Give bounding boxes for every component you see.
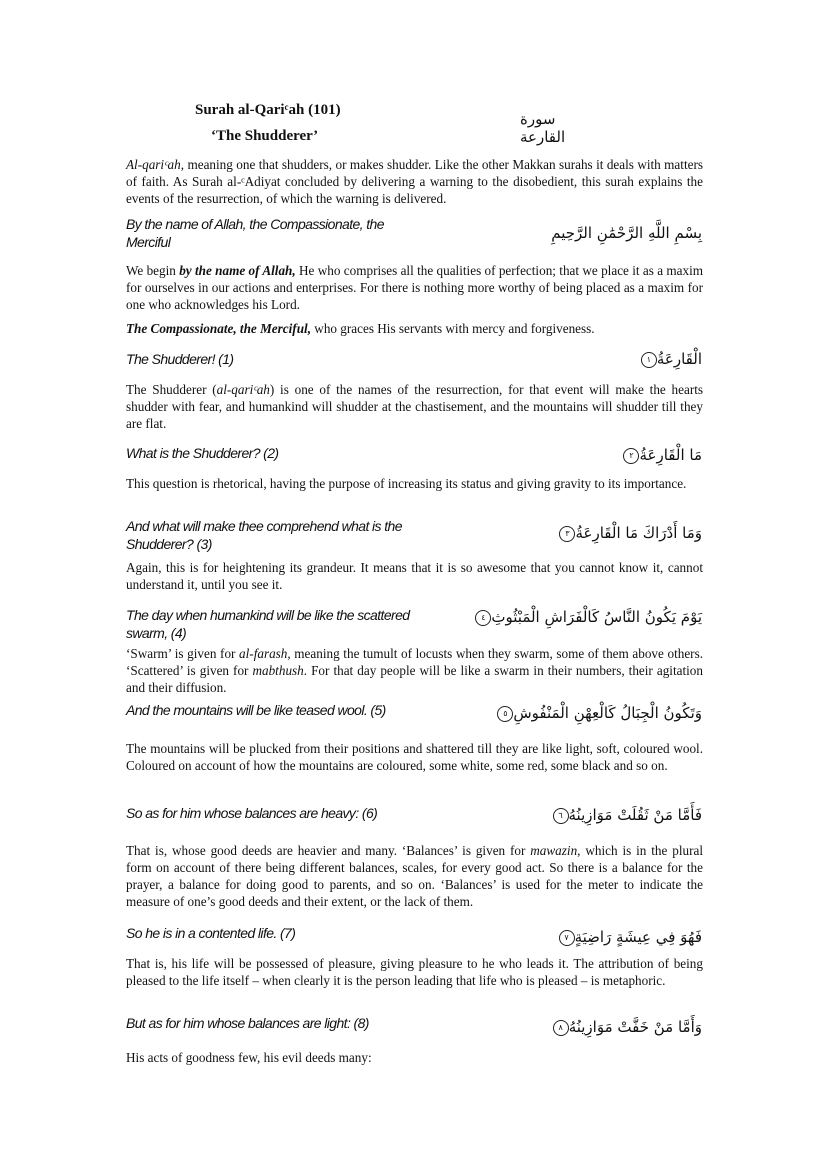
verse-7-arabic: [556, 928, 702, 946]
verse-2-arabic-text: مَا الْقَارِعَةُ: [639, 446, 702, 464]
verse-6-arabic-text: فَأَمَّا مَنْ ثَقُلَتْ مَوَازِينُهُ: [568, 806, 702, 824]
verse-6-p-c: , which is in the plural form on account of there being different balances, scales, for every good act. So there is a balance for the prayer, a balance for doing good to parents, and so on. ‘Balances’ is used for the meter to indicate the measure of one’s good deeds and their extent, or the lack of them.: [126, 843, 703, 909]
basmala-paragraph-1: [126, 262, 703, 313]
verse-4-paragraph: [126, 645, 703, 696]
verse-5-arabic-text: وَتَكُونُ الْجِبَالُ كَالْعِهْنِ الْمَنْفُوشِ: [513, 704, 702, 722]
verse-4-arabic: [472, 608, 702, 626]
verse-number-marker: ٥: [497, 706, 513, 722]
verse-1-p-c: ) is one of the names of the resurrection, for that event will make the hearts shudder with fear, and humankind will shudder at the chastisement, and the mountains will shudder till they are flat.: [126, 382, 704, 431]
verse-5-paragraph: The mountains will be plucked from their positions and shattered till they are like light, soft, coloured wool. Coloured on account of how the mountains are coloured, some white, some red, some black and so on.: [126, 741, 703, 773]
basmala-heading: By the name of Allah, the Compassionate, the Merciful: [126, 216, 384, 250]
verse-2-heading: What is the Shudderer? (2): [126, 445, 279, 461]
verse-number-marker: ٨: [553, 1020, 569, 1036]
surah-title: Surah al-Qariᶜah (101): [195, 102, 341, 118]
verse-2-arabic: [620, 446, 702, 464]
basmala-p1-a: We begin: [126, 263, 180, 278]
intro-term: Al-qariᶜah: [126, 157, 181, 172]
verse-6-arabic: [550, 806, 703, 824]
verse-1-heading: The Shudderer! (1): [126, 351, 234, 367]
verse-5-arabic: [494, 704, 702, 722]
basmala-p2-b: who graces His servants with mercy and forgiveness.: [311, 321, 595, 336]
verse-7-paragraph: That is, his life will be possessed of pleasure, giving pleasure to he who leads it. The attribution of being pleased to the life itself – when clearly it is the person leading that life who is pleased – is metaphoric.: [126, 956, 703, 988]
intro-paragraph: [126, 156, 703, 207]
verse-number-marker: ٤: [475, 610, 491, 626]
basmala-p1-emph: by the name of Allah,: [179, 263, 296, 278]
basmala-arabic: بِسْمِ اللَّهِ الرَّحْمَٰنِ الرَّحِيمِ: [551, 224, 702, 242]
verse-4-p-c: , meaning the tumult of locusts when they swarm, some of them above others. ‘Scattered’ is given for: [126, 646, 703, 678]
verse-8-arabic: [550, 1018, 702, 1036]
verse-6-term: mawazin: [530, 843, 578, 858]
verse-8-arabic-text: وَأَمَّا مَنْ خَفَّتْ مَوَازِينُهُ: [568, 1018, 702, 1036]
verse-5-heading: And the mountains will be like teased wool. (5): [126, 702, 386, 718]
verse-7-arabic-text: فَهُوَ فِي عِيشَةٍ رَاضِيَةٍ: [574, 928, 702, 946]
verse-4-term-1: al-farash: [239, 646, 288, 661]
basmala-p1-c: He who comprises all the qualities of perfection; that we place it as a maxim for ourselves in our actions and enterprises. For there is nothing more worthy of being placed as a maxim for one who acknowledges his Lord.: [126, 263, 703, 312]
verse-4-arabic-text: يَوْمَ يَكُونُ النَّاسُ كَالْفَرَاشِ الْمَبْثُوثِ: [491, 608, 702, 626]
surah-title-arabic: سورة القارعة: [520, 110, 566, 146]
verse-6-paragraph: [126, 842, 703, 910]
verse-8-paragraph: His acts of goodness few, his evil deeds many:: [126, 1050, 372, 1065]
verse-1-arabic: [638, 350, 702, 368]
verse-6-heading: So as for him whose balances are heavy: (6): [126, 805, 378, 821]
verse-3-heading: And what will make thee comprehend what is the Shudderer? (3): [126, 518, 402, 552]
verse-number-marker: ٧: [559, 930, 575, 946]
intro-text: , meaning one that shudders, or makes shudder. Like the other Makkan surahs it deals with matters of faith. As Surah al-ᶜAdiyat concluded by delivering a warning to the disobedient, this surah explains the events of the resurrection, of which the warning is delivered.: [126, 157, 703, 206]
verse-7-heading: So he is in a contented life. (7): [126, 925, 296, 941]
verse-number-marker: ٢: [623, 448, 639, 464]
verse-4-p-e: . For that day people will be like a swarm in their numbers, their agitation and their diffusion.: [126, 663, 703, 695]
verse-3-arabic: [556, 524, 702, 542]
verse-4-term-2: mabthush: [252, 663, 304, 678]
basmala-p2-emph: The Compassionate, the Merciful,: [126, 321, 311, 336]
verse-1-term: al-qariᶜah: [216, 382, 270, 397]
surah-subtitle: ‘The Shudderer’: [211, 128, 319, 144]
verse-4-p-a: ‘Swarm’ is given for: [126, 646, 240, 661]
verse-number-marker: ١: [641, 352, 657, 368]
verse-3-paragraph: Again, this is for heightening its grandeur. It means that it is so awesome that you cannot know it, cannot understand it, until you see it.: [126, 560, 703, 592]
verse-8-heading: But as for him whose balances are light: (8): [126, 1015, 369, 1031]
verse-6-p-a: That is, whose good deeds are heavier and many. ‘Balances’ is given for: [126, 843, 531, 858]
basmala-paragraph-2: [126, 320, 703, 337]
verse-1-p-a: The Shudderer (: [126, 382, 217, 397]
verse-1-arabic-text: الْقَارِعَةُ: [656, 350, 702, 368]
verse-3-arabic-text: وَمَا أَدْرَاكَ مَا الْقَارِعَةُ: [575, 524, 702, 542]
verse-1-paragraph: [126, 381, 703, 432]
verse-number-marker: ٣: [559, 526, 575, 542]
verse-2-paragraph: This question is rhetorical, having the purpose of increasing its status and giving gravity to its importance.: [126, 476, 687, 491]
verse-number-marker: ٦: [553, 808, 569, 824]
verse-4-heading: The day when humankind will be like the scattered swarm, (4): [126, 607, 410, 641]
